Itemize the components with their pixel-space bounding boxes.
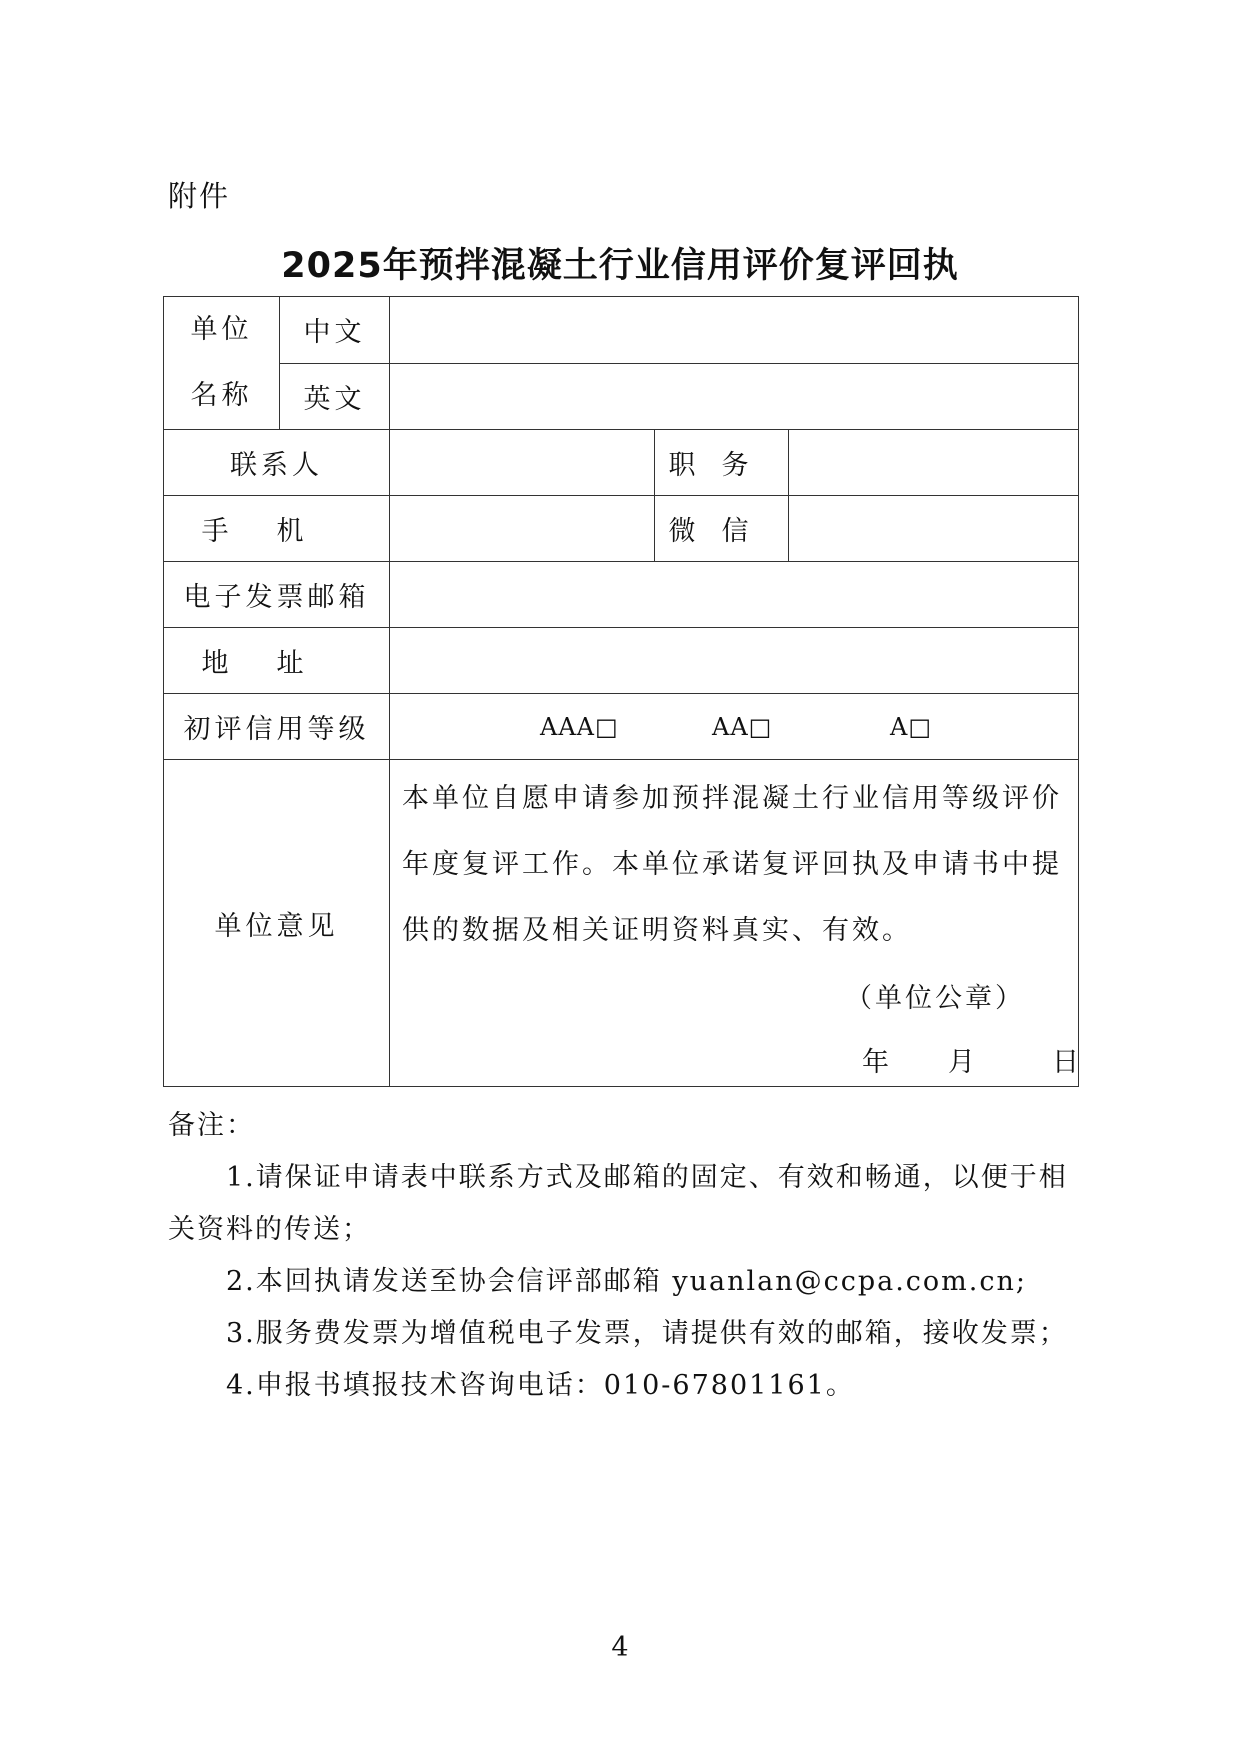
note-item: 4.申报书填报技术咨询电话：010-67801161。 [226,1370,855,1401]
note-item: 2.本回执请发送至协会信评部邮箱 yuanlan@ccpa.com.cn; [226,1266,1027,1297]
document-title: 2025年预拌混凝土行业信用评价复评回执 [281,246,959,286]
english-name-label: 英文 [280,363,390,430]
unit-name-label-line1: 单位 [190,314,253,345]
unit-name-label-cell [164,297,280,430]
chinese-name-label: 中文 [280,297,390,364]
unit-opinion-label: 单位意见 [164,760,390,1087]
date-year-label: 年 [862,1047,893,1078]
note-item: 1.请保证申请表中联系方式及邮箱的固定、有效和畅通，以便于相关资料的传送； [168,1162,1068,1245]
mobile-label: 手机 [164,496,390,562]
unit-seal-label: （单位公章） [845,983,1025,1014]
unit-opinion-statement: 本单位自愿申请参加预拌混凝土行业信用等级评价年度复评工作。本单位承诺复评回执及申请书中提供的数据及相关证明资料真实、有效。 [402,783,1062,946]
grade-option-aa[interactable]: AA□ [712,712,773,741]
position-field[interactable] [789,430,1079,496]
grade-option-a[interactable]: A□ [890,712,933,741]
attachment-label: 附件 [168,179,231,213]
date-month-label: 月 [948,1047,979,1078]
mobile-field[interactable] [390,496,655,562]
grade-option-aaa[interactable]: AAA□ [540,712,619,741]
unit-name-english-row [164,363,1079,430]
unit-name-label-line2: 名称 [190,380,253,411]
address-label: 地址 [164,628,390,694]
unit-name-chinese-row [164,297,1079,364]
unit-opinion-row [164,760,1079,1087]
unit-opinion-cell [390,760,1083,1087]
page-number: 4 [611,1632,629,1663]
date-day-label: 日 [1052,1047,1083,1078]
wechat-label: 微信 [655,496,789,562]
credit-grade-options [390,694,1079,760]
contact-row [164,430,1079,496]
position-label: 职务 [655,430,789,496]
invoice-email-field[interactable] [390,562,1079,628]
contact-field[interactable] [390,430,655,496]
contact-label: 联系人 [164,430,390,496]
wechat-field[interactable] [789,496,1079,562]
chinese-name-field[interactable] [390,297,1079,364]
invoice-email-row [164,562,1079,628]
invoice-email-label: 电子发票邮箱 [164,562,390,628]
credit-grade-label: 初评信用等级 [164,694,390,760]
address-field[interactable] [390,628,1079,694]
notes-section [168,1100,1078,1412]
address-row [164,628,1079,694]
english-name-field[interactable] [390,363,1079,430]
credit-grade-row [164,694,1079,760]
notes-heading: 备注： [168,1110,255,1141]
mobile-row [164,496,1079,562]
note-item: 3.服务费发票为增值税电子发票，请提供有效的邮箱，接收发票； [226,1318,1068,1349]
receipt-form-table [163,296,1083,1087]
